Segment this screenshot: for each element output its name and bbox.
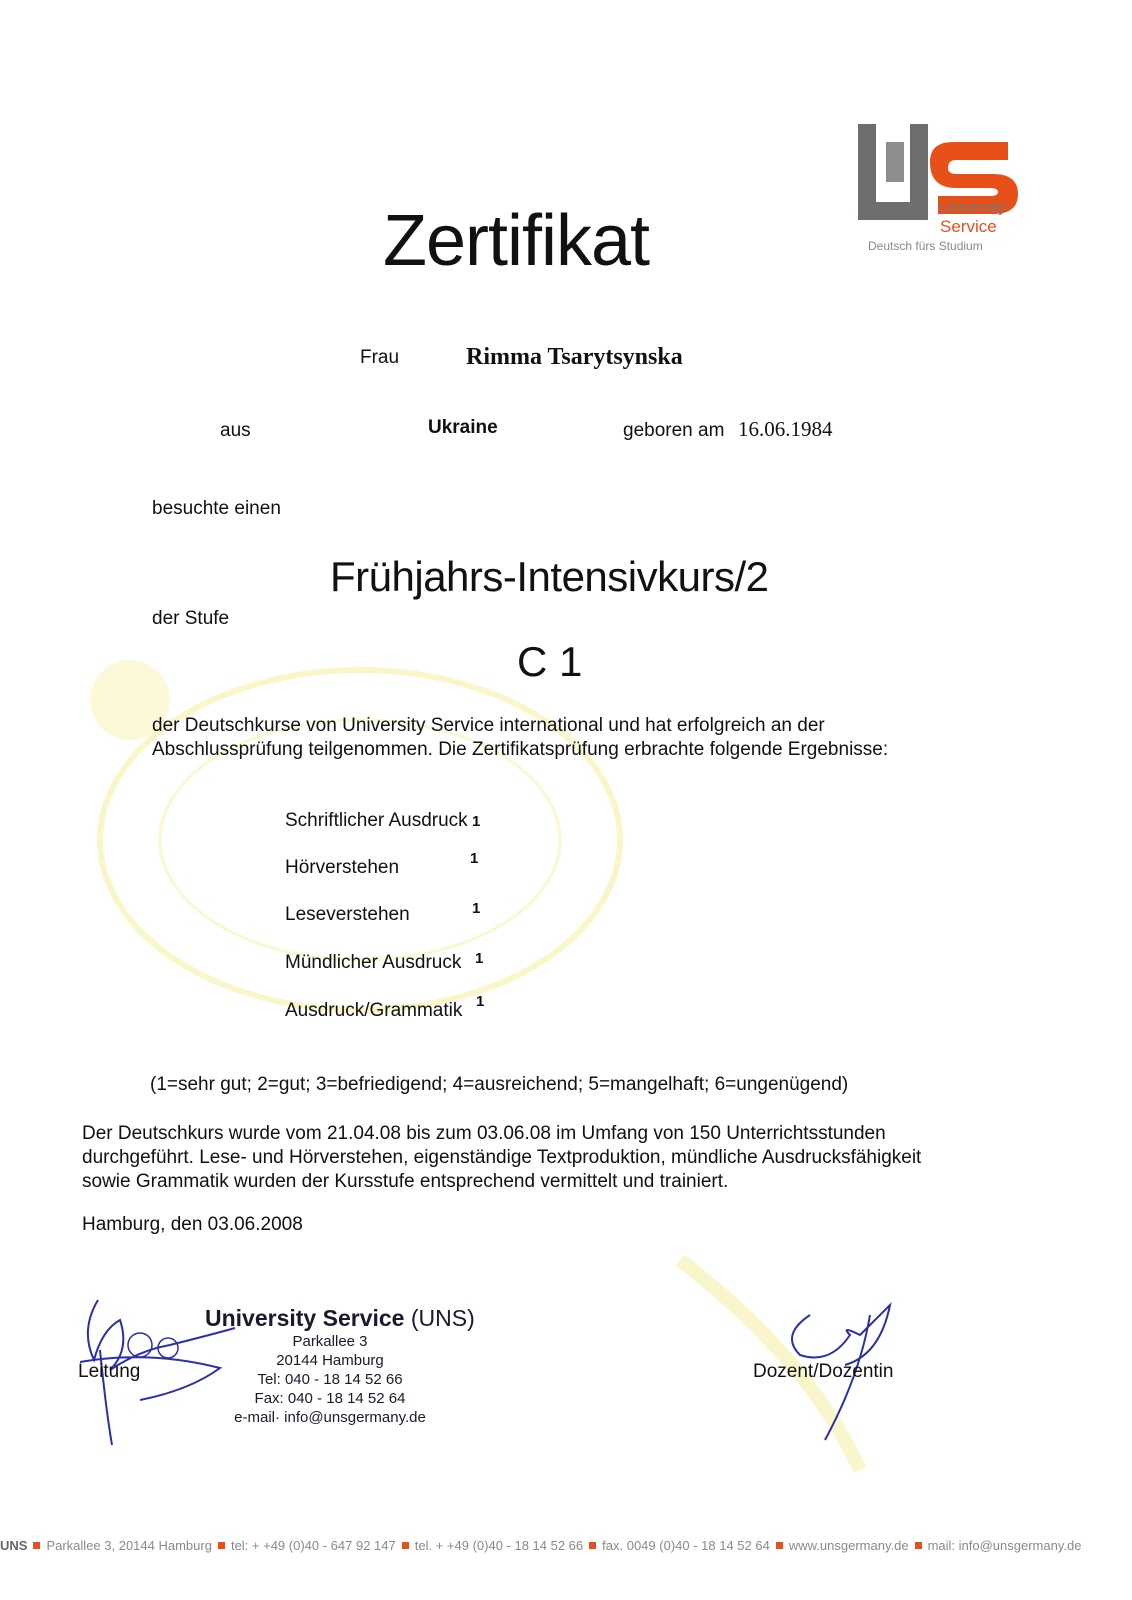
stamp-street: Parkallee 3 [292,1333,368,1350]
footer-bullet [776,1542,783,1549]
from-label: aus [220,420,251,441]
result-grade: 1 [475,950,484,967]
footer-bullet [589,1542,596,1549]
stamp-abbr: (UNS) [410,1305,475,1331]
footer-bullet [915,1542,922,1549]
stamp-tel: Tel: 040 - 18 14 52 66 [257,1371,403,1388]
logo-service-text: Service [940,217,997,236]
result-label: Schriftlicher Ausdruck [285,810,468,831]
level-label: der Stufe [152,608,230,629]
result-grade: 1 [472,900,481,917]
result-grade: 1 [472,813,481,830]
country: Ukraine [428,417,498,438]
logo-university-text: University [940,199,1006,216]
result-grade: 1 [470,850,479,867]
course-info-paragraph: Der Deutschkurs wurde vom 21.04.08 bis zum 03.06.08 im Umfang von 150 Unterrichtsstunden durchgeführt. Lese- und Hörverstehen, eigenständige Textproduktion, mündliche Ausdrucksfähigkeit sowie Grammatik wurden der Kursstufe entsprechend vermittelt und trainiert. [82,1123,922,1192]
intro-paragraph: der Deutschkurse von University Service international und hat erfolgreich an der Abschlussprüfung teilgenommen. Die Zertifikatsprüfung erbrachte folgende Ergebnisse: [152,715,889,760]
grading-scale: (1=sehr gut; 2=gut; 3=befriedigend; 4=ausreichend; 5=mangelhaft; 6=ungenügend) [150,1074,849,1095]
footer-bar [0,1538,1081,1553]
recipient-name: Rimma Tsarytsynska [466,344,683,370]
footer-web[interactable]: www.unsgermany.de [788,1538,909,1553]
result-label: Ausdruck/Grammatik [285,1000,463,1021]
stamp-email: e-mail· info@unsgermany.de [234,1409,426,1426]
salutation: Frau [360,347,400,368]
result-label: Leseverstehen [285,904,410,925]
stamp-city: 20144 Hamburg [276,1352,384,1369]
result-label: Hörverstehen [285,857,400,878]
born-label: geboren am [623,420,725,441]
footer-fax: fax. 0049 (0)40 - 18 14 52 64 [602,1538,770,1553]
footer-address: Parkallee 3, 20144 Hamburg [46,1538,212,1553]
result-grade: 1 [476,993,485,1010]
attended-label: besuchte einen [152,498,281,519]
logo-tagline: Deutsch fürs Studium [868,239,983,253]
signature-label-left: Leitung [78,1361,141,1382]
result-label: Mündlicher Ausdruck [285,952,462,973]
footer-bullet [33,1542,40,1549]
footer-mail[interactable]: mail: info@unsgermany.de [927,1538,1082,1553]
footer-brand: UNS [0,1538,28,1553]
footer-tel2: tel. + +49 (0)40 - 18 14 52 66 [414,1538,584,1553]
footer-tel1: tel: + +49 (0)40 - 647 92 147 [230,1538,396,1553]
place-date: Hamburg, den 03.06.2008 [82,1214,303,1235]
stamp-fax: Fax: 040 - 18 14 52 64 [254,1390,406,1407]
course-level: C 1 [517,638,583,685]
institution-stamp [205,1305,475,1427]
signature-label-right: Dozent/Dozentin [753,1361,894,1382]
course-name: Frühjahrs-Intensivkurs/2 [330,553,769,600]
footer-bullet [402,1542,409,1549]
footer-bullet [218,1542,225,1549]
birth-date: 16.06.1984 [738,417,833,441]
stamp-org: University Service [205,1305,405,1331]
certificate-title: Zertifikat [383,201,650,281]
uns-logo [858,122,1038,257]
